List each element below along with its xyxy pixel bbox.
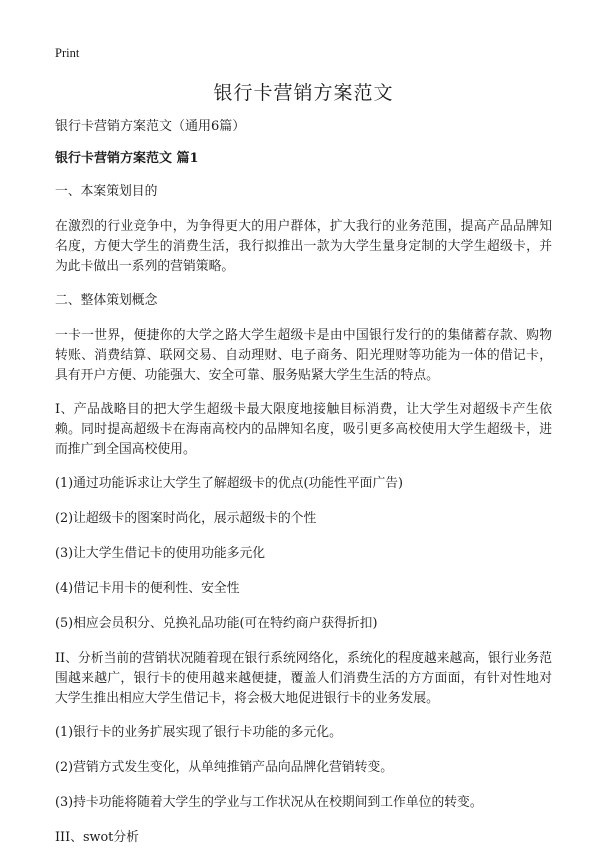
- paragraph-concept-heading: 二、整体策划概念: [55, 293, 158, 308]
- paragraph-strategy: I、产品战略目的把大学生超级卡最大限度地接触目标消费，让大学生对超级卡产生依赖。同时提高超级卡在海南高校内的品牌知名度，吸引更多高校使用大学生超级卡，进而推广到全国高校使用。: [55, 402, 552, 457]
- paragraph-purpose-heading: 一、本案策划目的: [55, 184, 158, 199]
- list-item: (5)相应会员积分、兑换礼品功能(可在特约商户获得折扣): [55, 616, 378, 631]
- paragraph-market-analysis: II、分析当前的营销状况随着现在银行系统网络化，系统化的程度越来越高，银行业务范围越来越广，银行卡的使用越来越便捷，覆盖人们消费生活的方方面面，有针对性地对大学生推出相应大学生借记卡，将会极大地促进银行卡的业务发展。: [55, 651, 552, 706]
- document-subtitle: 银行卡营销方案范文（通用6篇）: [55, 119, 246, 134]
- paragraph-swot-heading: III、swot分析: [55, 830, 139, 845]
- list-item: (1)通过功能诉求让大学生了解超级卡的优点(功能性平面广告): [55, 476, 404, 491]
- list-item: (3)持卡功能将随着大学生的学业与工作状况从在校期间到工作单位的转变。: [55, 795, 483, 810]
- list-item: (1)银行卡的业务扩展实现了银行卡功能的多元化。: [55, 725, 342, 740]
- print-label: Print: [55, 46, 80, 60]
- paragraph-concept: 一卡一世界，便捷你的大学之路大学生超级卡是由中国银行发行的的集储蓄存款、购物转账、消费结算、联网交易、自动理财、电子商务、阳光理财等功能为一体的借记卡，具有开户方便、功能强大、安全可靠、服务贴紧大学生生活的特点。: [55, 328, 552, 383]
- list-item: (4)借记卡用卡的便利性、安全性: [55, 581, 240, 596]
- list-item: (2)让超级卡的图案时尚化，展示超级卡的个性: [55, 511, 317, 526]
- list-item: (3)让大学生借记卡的使用功能多元化: [55, 546, 266, 561]
- list-item: (2)营销方式发生变化，从单纯推销产品向品牌化营销转变。: [55, 760, 394, 775]
- paragraph-purpose: 在激烈的行业竞争中，为争得更大的用户群体，扩大我行的业务范围，提高产品品牌知名度，方便大学生的消费生活，我行拟推出一款为大学生量身定制的大学生超级卡，并为此卡做出一系列的营销策略。: [55, 219, 552, 274]
- document-title: 银行卡营销方案范文: [213, 82, 394, 104]
- section-heading: 银行卡营销方案范文 篇1: [55, 151, 199, 166]
